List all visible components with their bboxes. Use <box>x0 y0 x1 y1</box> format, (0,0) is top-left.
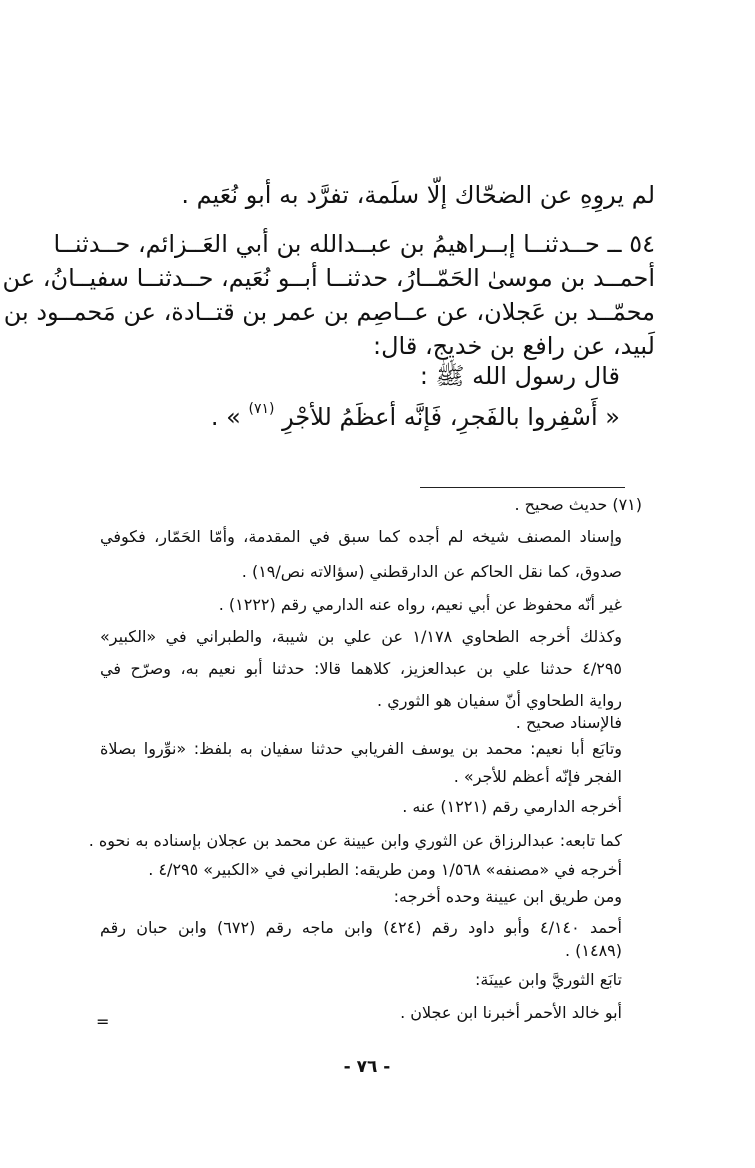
footnote-line-13: أخرجه في «مصنفه» ١/٥٦٨ ومن طريقه: الطبراني في «الكبير» ٤/٢٩٥ . <box>148 860 622 879</box>
main-line-1: لم يروِهِ عن الضحّاك إلّا سلَمة، تفرَّد به أبو نُعَيم . <box>181 181 655 209</box>
footnote-line-4: غير أنّه محفوظ عن أبي نعيم، رواه عنه الدارمي رقم (١٢٢٢) . <box>218 595 622 614</box>
footnote-line-5: وكذلك أخرجه الطحاوي ١/١٧٨ عن علي بن شيبة، والطبراني في «الكبير» <box>100 627 622 646</box>
footnote-line-17: تابَع الثوريَّ وابن عيينَة: <box>474 970 622 989</box>
footnote-line-1: (٧١) حديث صحيح . <box>514 495 642 514</box>
footnote-line-12: كما تابعه: عبدالرزاق عن الثوري وابن عيينة عن محمد بن عجلان بإسناده به نحوه . <box>88 831 622 850</box>
hadith-54-isnad-line-2: أحمــد بن موسىٰ الحَمّــارُ، حدثنــا أبــو نُعَيم، حــدثنــا سفيــانُ، عن <box>2 264 655 292</box>
footnote-line-14: ومن طريق ابن عيينة وحده أخرجه: <box>393 887 622 906</box>
footnote-line-2: وإسناد المصنف شيخه لم أجده كما سبق في المقدمة، وأمّا الحَمّار، فكوفي <box>100 527 622 546</box>
hadith-54-matn <box>100 394 620 432</box>
hadith-matn-text: « أَسْفِروا بالفَجرِ، فَإنَّه أعظَمُ للأجْرِ <box>282 403 620 431</box>
hadith-54-intro: قال رسول الله ﷺ : <box>419 362 620 390</box>
hadith-matn-close: » . <box>210 403 241 431</box>
footnote-line-11: أخرجه الدارمي رقم (١٢٢١) عنه . <box>402 797 622 816</box>
footnote-divider <box>420 487 625 488</box>
footnote-line-6: ٤/٢٩٥ حدثنا علي بن عبدالعزيز، كلاهما قالا: حدثنا أبو نعيم به، وصرّح في <box>100 659 622 678</box>
footnote-line-15: أحمد ٤/١٤٠ وأبو داود رقم (٤٢٤) وابن ماجه رقم (٦٧٢) وابن حبان رقم <box>100 918 623 937</box>
footnote-line-8: فالإسناد صحيح . <box>515 713 622 732</box>
footnote-line-7: رواية الطحاوي أنّ سفيان هو الثوري . <box>377 691 622 710</box>
continuation-mark: = <box>96 1012 110 1031</box>
footnote-line-10: الفجر فإنّه أعظم للأجر» . <box>453 767 622 786</box>
footnote-ref-71: (٧١) <box>248 401 275 417</box>
page-number: - ٧٦ - <box>343 1057 391 1077</box>
hadith-54-isnad-line-4: لَبيد، عن رافع بن خديج، قال: <box>373 332 655 360</box>
footnote-line-16: (١٤٨٩) . <box>564 941 622 960</box>
footnote-line-3: صدوق، كما نقل الحاكم عن الدارقطني (سؤالاته نص/١٩) . <box>241 562 622 581</box>
hadith-54-isnad-line-3: محمّــد بن عَجلان، عن عــاصِم بن عمر بن قتــادة، عن مَحمــود بن <box>3 298 655 326</box>
footnote-line-9: وتابَع أبا نعيم: محمد بن يوسف الفريابي حدثنا سفيان به بلفظ: «نوِّروا بصلاة <box>100 739 622 758</box>
footnote-line-18: أبو خالد الأحمر أخبرنا ابن عجلان . <box>400 1003 622 1022</box>
hadith-54-isnad-line-1: ٥٤ ــ حــدثنــا إبــراهيمُ بن عبــدالله بن أبي العَــزائم، حــدثنــا <box>53 230 655 258</box>
